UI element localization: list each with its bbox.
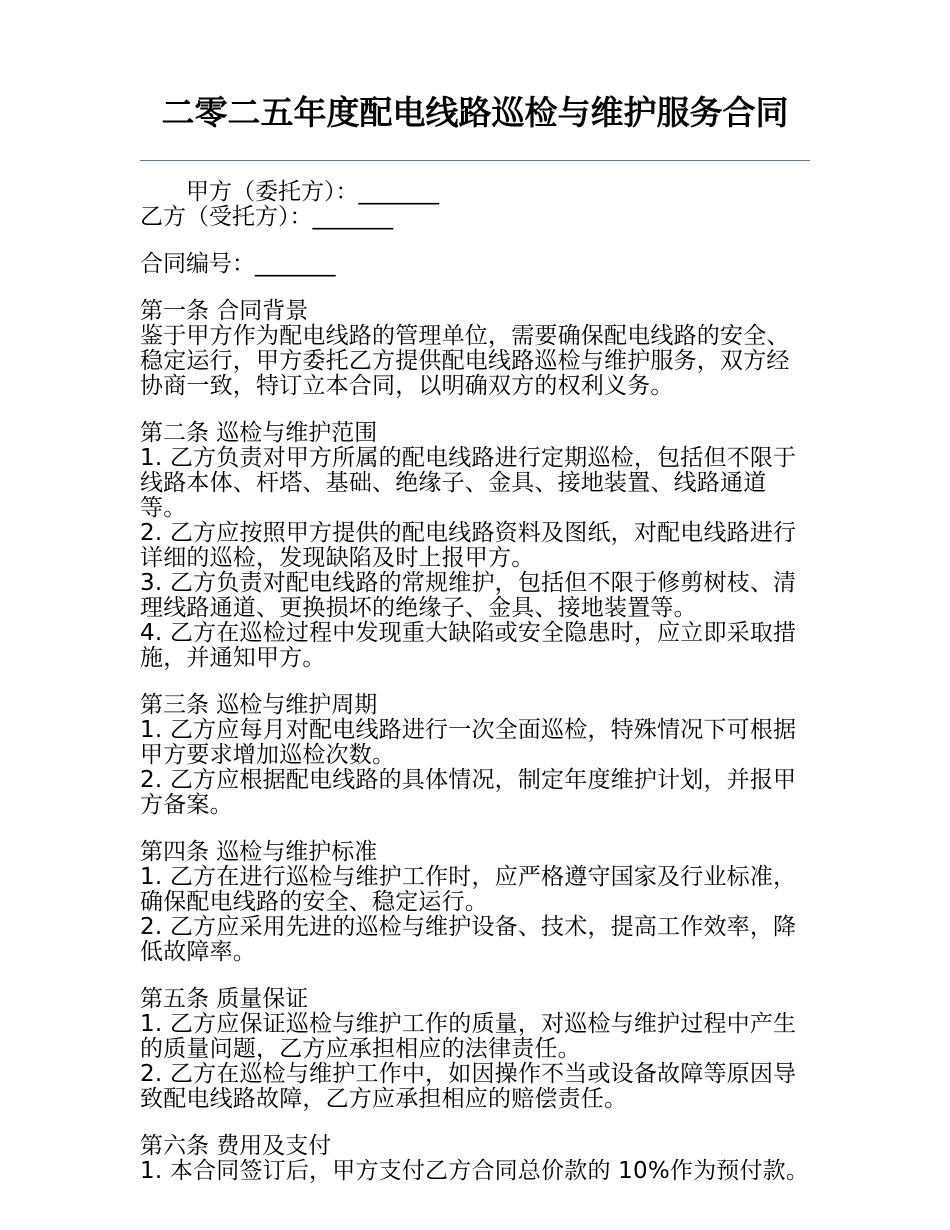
section-paragraph: 1. 本合同签订后，甲方支付乙方合同总价款的 10%作为预付款。 bbox=[140, 1158, 810, 1184]
section-heading: 第二条 巡检与维护范围 bbox=[140, 420, 378, 446]
section-heading: 第四条 巡检与维护标准 bbox=[140, 839, 378, 865]
section-2 bbox=[140, 421, 810, 671]
section-heading: 第一条 合同背景 bbox=[140, 298, 309, 324]
party-a-line: 甲方（委托方）：_______ bbox=[186, 179, 439, 205]
contract-number-line: 合同编号：_______ bbox=[140, 251, 336, 277]
section-paragraph: 2. 乙方在巡检与维护工作中，如因操作不当或设备故障等原因导致配电线路故障，乙方应承担相应的赔偿责任。 bbox=[140, 1061, 797, 1112]
contract-title: 二零二五年度配电线路巡检与维护服务合同 bbox=[161, 93, 789, 132]
section-3 bbox=[140, 693, 810, 818]
section-paragraph: 2. 乙方应采用先进的巡检与维护设备、技术，提高工作效率，降低故障率。 bbox=[140, 914, 797, 965]
party-b-line: 乙方（受托方）：_______ bbox=[140, 204, 393, 230]
title-divider bbox=[140, 160, 810, 161]
section-paragraph: 4. 乙方在巡检过程中发现重大缺陷或安全隐患时，应立即采取措施，并通知甲方。 bbox=[140, 620, 797, 671]
section-paragraph: 1. 乙方应保证巡检与维护工作的质量，对巡检与维护过程中产生的质量问题，乙方应承担相应的法律责任。 bbox=[140, 1011, 797, 1062]
section-paragraph: 1. 乙方在进行巡检与维护工作时，应严格遵守国家及行业标准，确保配电线路的安全、稳定运行。 bbox=[140, 864, 797, 915]
section-paragraph: 1. 乙方应每月对配电线路进行一次全面巡检，特殊情况下可根据甲方要求增加巡检次数。 bbox=[140, 717, 797, 768]
section-paragraph: 2. 乙方应按照甲方提供的配电线路资料及图纸，对配电线路进行详细的巡检，发现缺陷及时上报甲方。 bbox=[140, 520, 797, 571]
section-heading: 第五条 质量保证 bbox=[140, 986, 309, 1012]
contract-body bbox=[140, 180, 810, 1184]
section-paragraph: 2. 乙方应根据配电线路的具体情况，制定年度维护计划，并报甲方备案。 bbox=[140, 767, 797, 818]
section-4 bbox=[140, 840, 810, 965]
section-5 bbox=[140, 987, 810, 1112]
section-1 bbox=[140, 299, 810, 399]
section-heading: 第三条 巡检与维护周期 bbox=[140, 692, 378, 718]
section-paragraph: 3. 乙方负责对配电线路的常规维护，包括但不限于修剪树枝、清理线路通道、更换损坏的绝缘子、金具、接地装置等。 bbox=[140, 570, 797, 621]
section-heading: 第六条 费用及支付 bbox=[140, 1133, 332, 1159]
section-paragraph: 鉴于甲方作为配电线路的管理单位，需要确保配电线路的安全、稳定运行，甲方委托乙方提供配电线路巡检与维护服务，双方经协商一致，特订立本合同，以明确双方的权利义务。 bbox=[140, 323, 790, 399]
section-paragraph: 1. 乙方负责对甲方所属的配电线路进行定期巡检，包括但不限于线路本体、杆塔、基础、绝缘子、金具、接地装置、线路通道等。 bbox=[140, 445, 797, 521]
section-6 bbox=[140, 1134, 810, 1184]
